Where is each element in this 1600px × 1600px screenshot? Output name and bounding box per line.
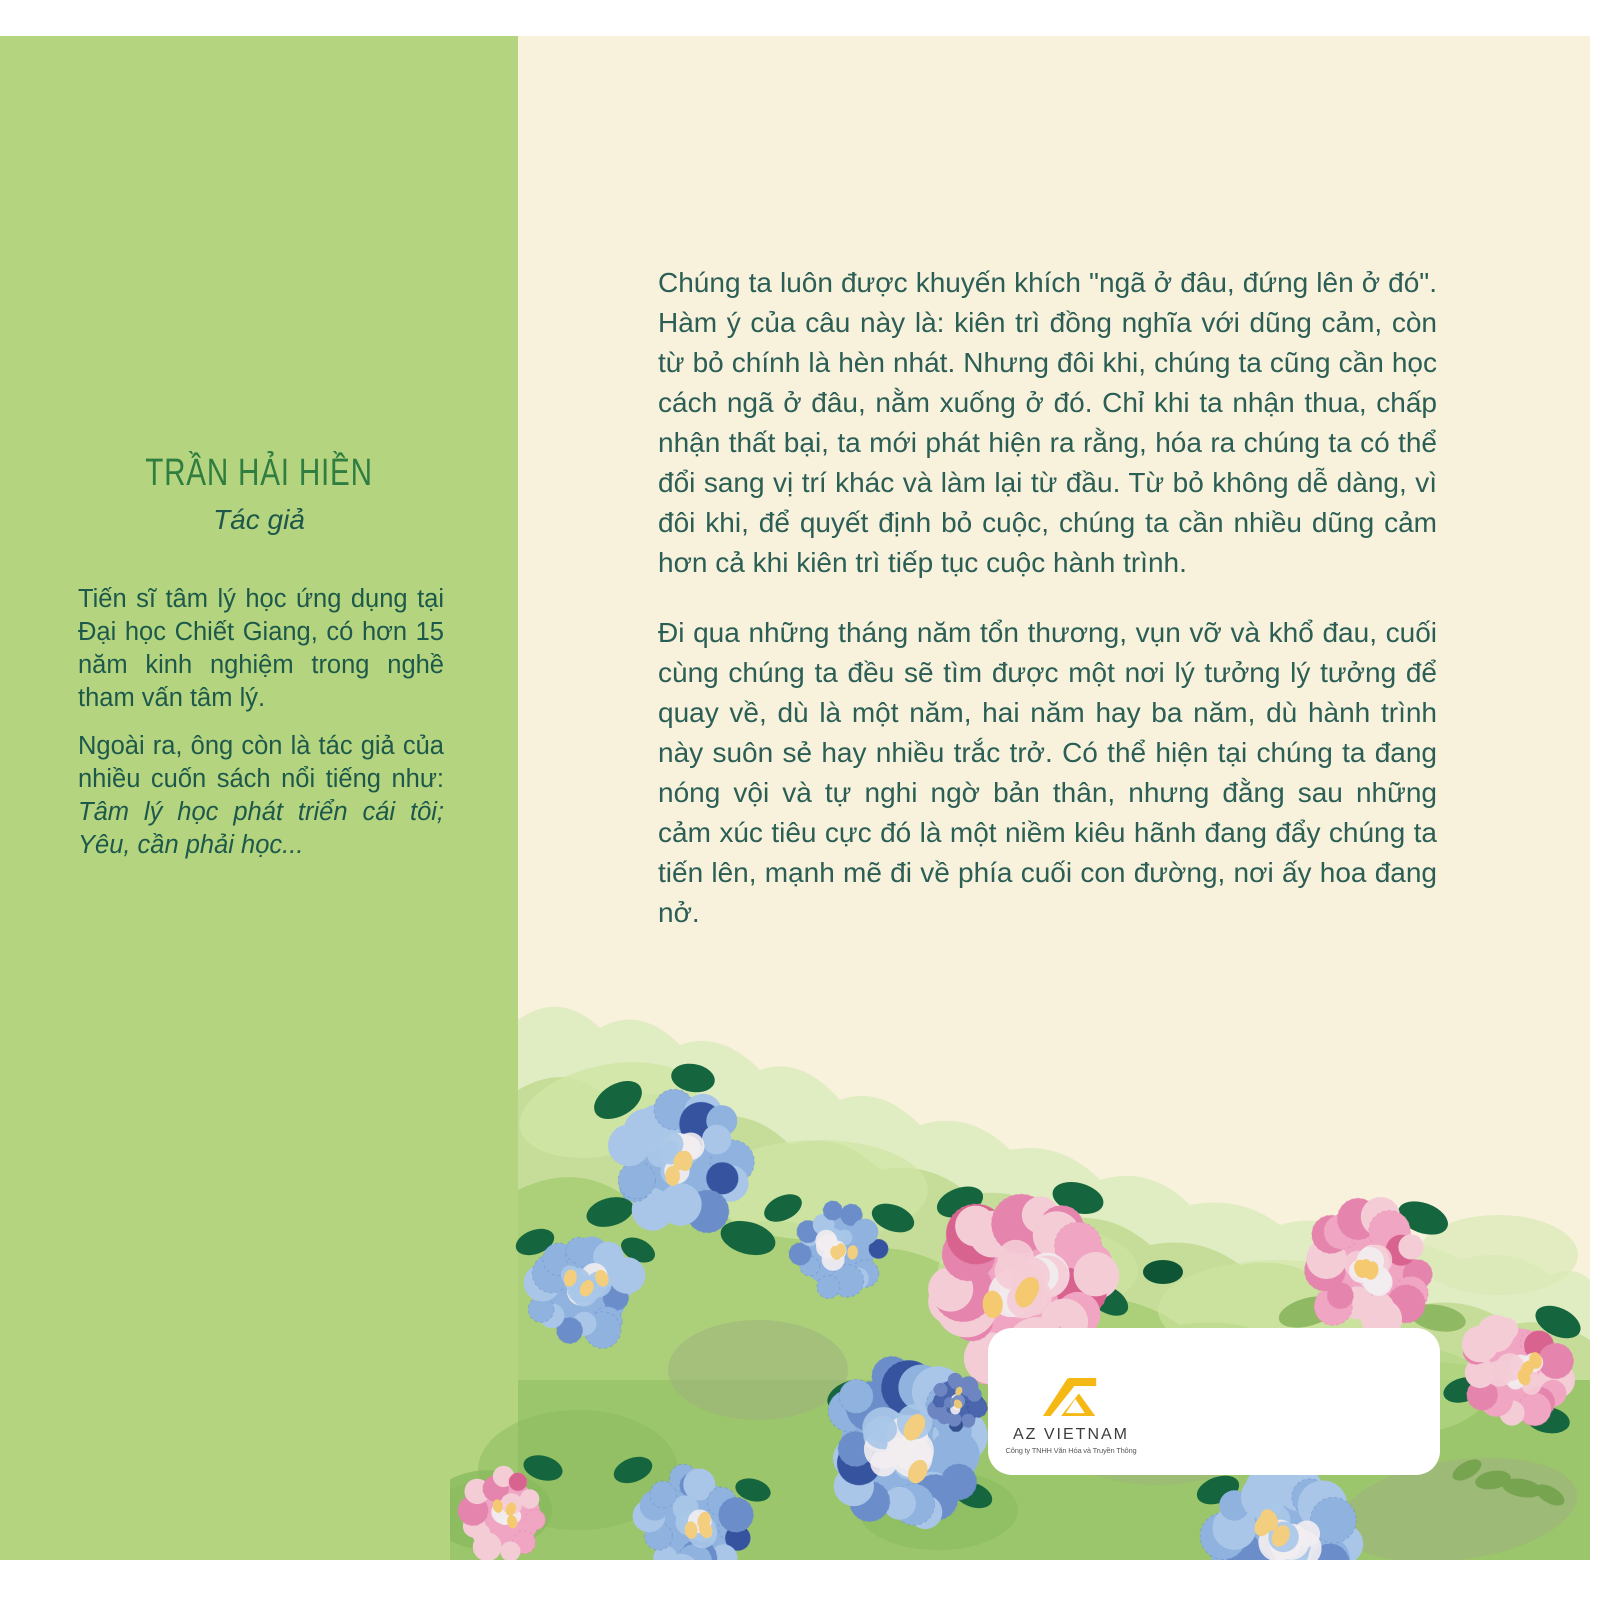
publisher-box [988,1328,1440,1475]
back-text-paragraph-1: Chúng ta luôn được khuyến khích "ngã ở đâu, đứng lên ở đó". Hàm ý của câu này là: kiên trì đồng nghĩa với dũng cảm, còn từ bỏ chính là hèn nhát. Nhưng đôi khi, chúng ta cũng cần học cách ngã ở đâu, nằm xuống ở đó. Chỉ khi ta nhận thua, chấp nhận thất bại, ta mới phát hiện ra rằng, hóa ra chúng ta có thể đổi sang vị trí khác và làm lại từ đầu. Từ bỏ không dễ dàng, vì đôi khi, để quyết định bỏ cuộc, chúng ta cần nhiều dũng cảm hơn cả khi kiên trì tiếp tục cuộc hành trình. [658,267,1437,578]
publisher-name: AZ VIETNAM [1012,1426,1129,1443]
az-monogram-icon [1043,1378,1100,1416]
author-bio-paragraph-2 [78,730,444,862]
back-cover-text [658,263,1437,963]
publisher-logo-block [998,1378,1144,1455]
author-role: Tác giả [213,504,305,535]
author-bio-intro: Ngoài ra, ông còn là tác giả của nhiều cuốn sách nổi tiếng như: [78,732,444,793]
back-text-paragraph-2: Đi qua những tháng năm tổn thương, vụn vỡ và khổ đau, cuối cùng chúng ta đều sẽ tìm được một nơi lý tưởng lý tưởng để quay về, dù là một năm, hai năm hay ba năm, dù hành trình này suôn sẻ hay nhiều trắc trở. Có thể hiện tại chúng ta đang nóng vội và tự nghi ngờ bản thân, nhưng đằng sau những cảm xúc tiêu cực đó là một niềm kiêu hãnh đang đẩy chúng ta tiến lên, mạnh mẽ đi về phía cuối con đường, nơi ấy hoa đang nở. [658,617,1437,928]
publisher-tagline: Công ty TNHH Văn Hóa và Truyền Thông [1005,1446,1137,1455]
author-bio-paragraph-1: Tiến sĩ tâm lý học ứng dụng tại Đại học Chiết Giang, có hơn 15 năm kinh nghiệm trong nghề tham vấn tâm lý. [78,585,444,712]
author-book-titles: Tâm lý học phát triển cái tôi; Yêu, cần phải học... [78,798,444,859]
author-name: TRẦN HẢI HIỀN [145,452,373,494]
author-bio [78,583,444,877]
